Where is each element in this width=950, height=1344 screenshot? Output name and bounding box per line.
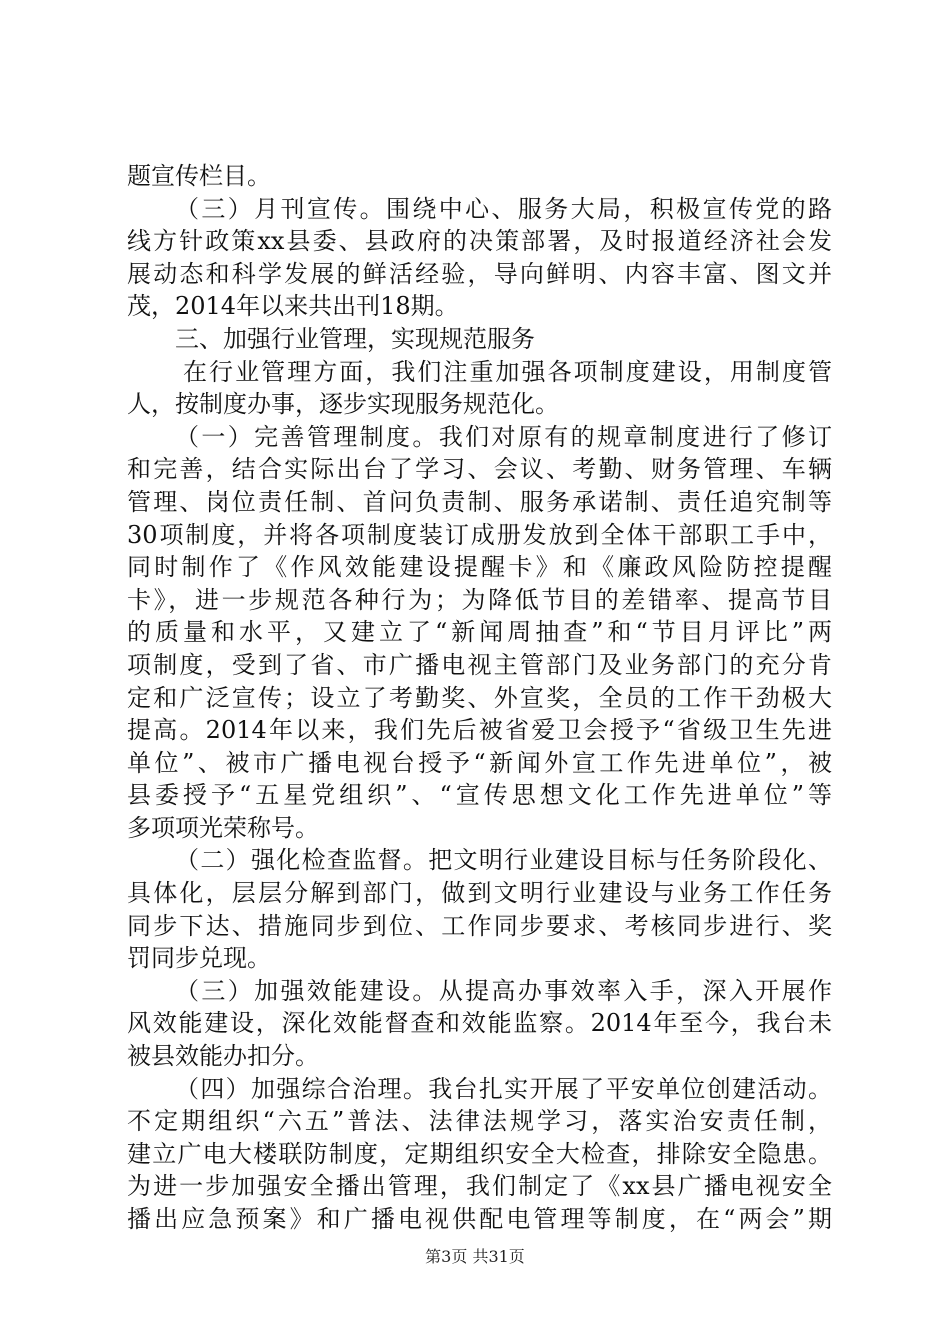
text-line: 项制度，受到了省、市广播电视主管部门及业务部门的充分肯 [127, 650, 832, 679]
text-line: 提高。2014年以来，我们先后被省爱卫会授予“省级卫生先进 [127, 716, 832, 745]
document-body [127, 160, 832, 1236]
text-line: 三、加强行业管理，实现规范服务 [175, 324, 535, 353]
text-line: 为进一步加强安全播出管理，我们制定了《xx县广播电视安全 [127, 1172, 832, 1201]
text-line: （三）加强效能建设。从提高办事效率入手，深入开展作 [175, 976, 832, 1005]
text-line: 罚同步兑现。 [127, 944, 271, 973]
text-line: 风效能建设，深化效能督查和效能监察。2014年至今，我台未 [127, 1009, 832, 1038]
text-line: 单位”、被市广播电视台授予“新闻外宣工作先进单位”，被 [127, 748, 832, 777]
text-line: 建立广电大楼联防制度，定期组织安全大检查，排除安全隐患。 [127, 1139, 832, 1168]
text-line: 播出应急预案》和广播电视供配电管理等制度，在“两会”期 [127, 1205, 832, 1233]
text-line: （三）月刊宣传。围绕中心、服务大局，积极宣传党的路 [175, 194, 832, 223]
text-line: 定和广泛宣传；设立了考勤奖、外宣奖，全员的工作干劲极大 [127, 683, 832, 712]
text-line: 具体化，层层分解到部门，做到文明行业建设与业务工作任务 [127, 879, 832, 908]
text-line: 30项制度，并将各项制度装订成册发放到全体干部职工手中， [127, 520, 832, 549]
text-line: 被县效能办扣分。 [127, 1042, 319, 1071]
text-line: 县委授予“五星党组织”、“宣传思想文化工作先进单位”等 [127, 781, 832, 810]
text-line: 和完善，结合实际出台了学习、会议、考勤、财务管理、车辆 [127, 455, 832, 484]
text-line: 同步下达、措施同步到位、工作同步要求、考核同步进行、奖 [127, 911, 832, 940]
text-line: 卡》，进一步规范各种行为；为降低节目的差错率、提高节目 [127, 585, 832, 614]
text-line: 同时制作了《作风效能建设提醒卡》和《廉政风险防控提醒 [127, 553, 832, 582]
text-line: 的质量和水平，又建立了“新闻周抽查”和“节目月评比”两 [127, 618, 832, 647]
page-number: 第3页 共31页 [425, 1247, 525, 1266]
text-line: 人，按制度办事，逐步实现服务规范化。 [127, 390, 559, 419]
text-line: （二）强化检查监督。把文明行业建设目标与任务阶段化、 [175, 846, 832, 875]
text-line: 茂，2014年以来共出刊18期。 [127, 292, 459, 321]
text-line: 多项项光荣称号。 [127, 813, 319, 842]
text-line: 不定期组织“六五”普法、法律法规学习，落实治安责任制， [127, 1107, 832, 1136]
text-line: （一）完善管理制度。我们对原有的规章制度进行了修订 [175, 422, 832, 451]
page-footer [0, 1244, 950, 1267]
text-line: 线方针政策xx县委、县政府的决策部署，及时报道经济社会发 [127, 227, 832, 256]
text-line: （四）加强综合治理。我台扎实开展了平安单位创建活动。 [175, 1074, 832, 1103]
text-line: 展动态和科学发展的鲜活经验，导向鲜明、内容丰富、图文并 [127, 259, 832, 288]
text-line: 在行业管理方面，我们注重加强各项制度建设，用制度管 [183, 357, 832, 386]
text-line: 管理、岗位责任制、首问负责制、服务承诺制、责任追究制等 [127, 487, 832, 516]
text-line: 题宣传栏目。 [127, 162, 271, 190]
